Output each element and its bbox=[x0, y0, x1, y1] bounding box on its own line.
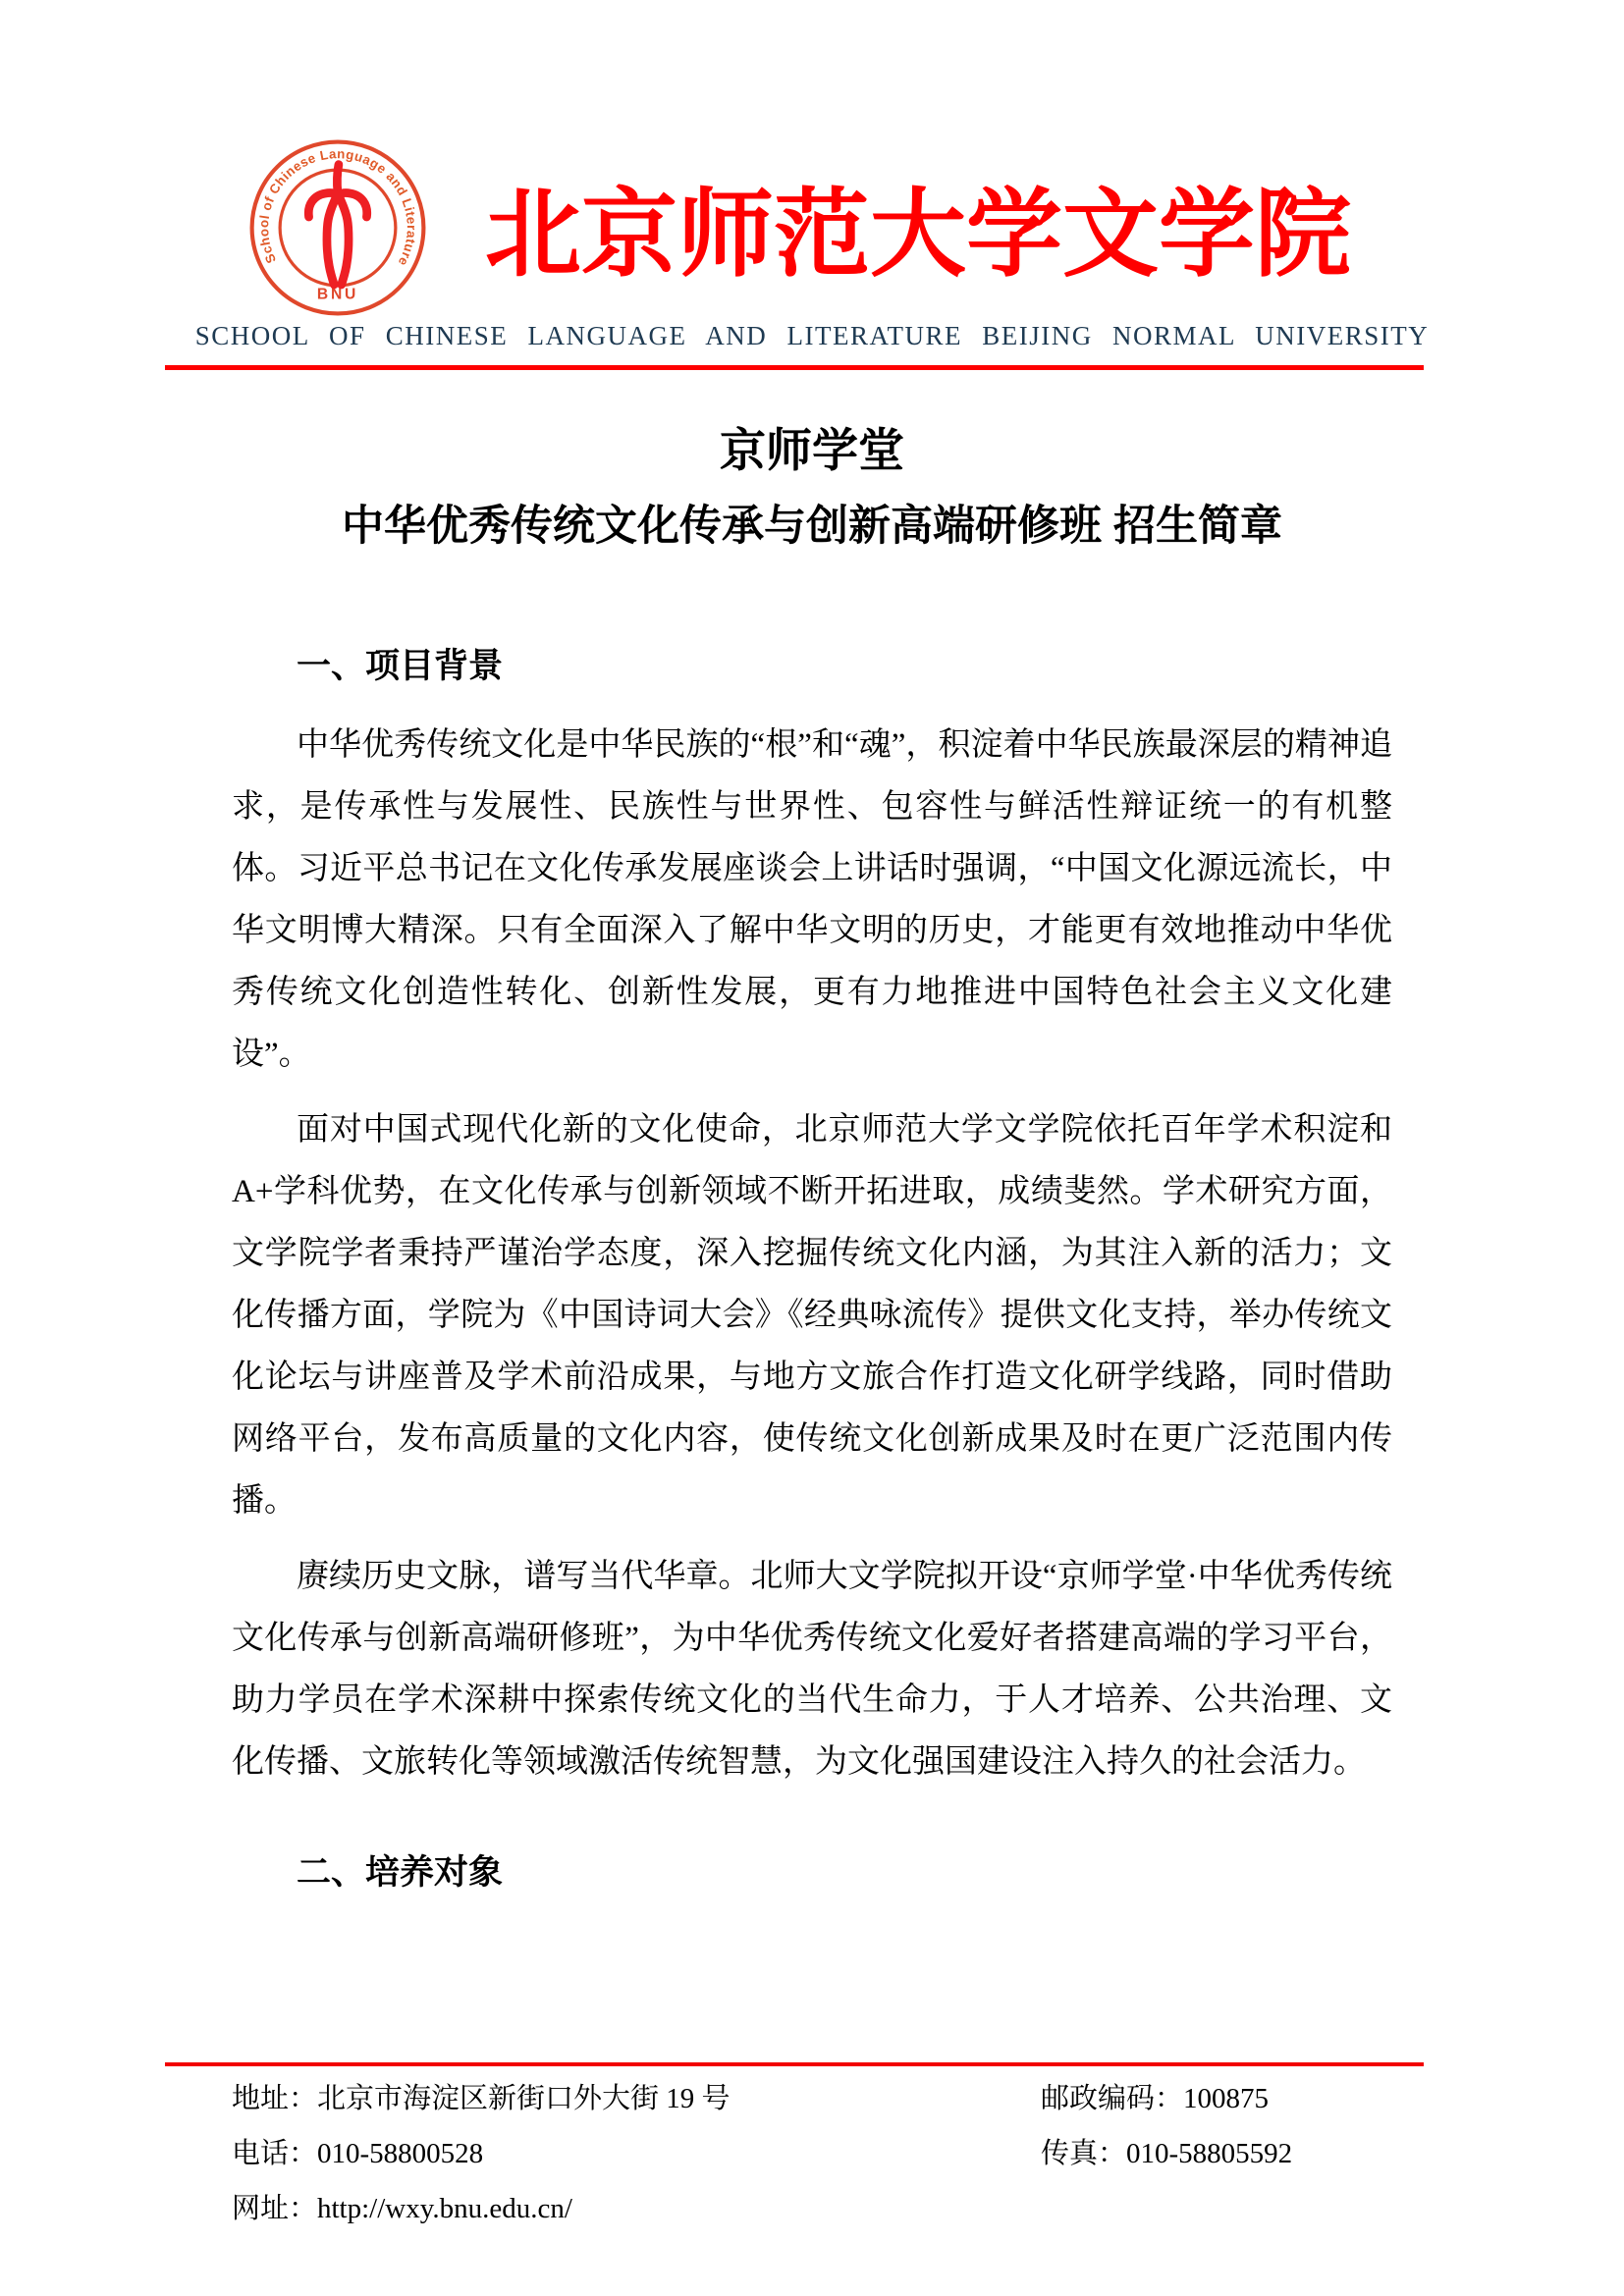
org-name-english: SCHOOL OF CHINESE LANGUAGE AND LITERATURE BEIJING NORMAL UNIVERSITY bbox=[194, 321, 1430, 350]
org-name-chinese: 北京师范大学文学院 bbox=[484, 183, 1351, 289]
bnu-school-seal-icon bbox=[247, 137, 428, 318]
section-heading-2: 二、培养对象 bbox=[297, 1853, 504, 1892]
section-heading-1: 一、项目背景 bbox=[297, 647, 504, 685]
footer-empty-cell bbox=[1041, 2181, 1392, 2236]
footer-divider-line bbox=[165, 2062, 1424, 2066]
paragraph: 面对中国式现代化新的文化使命，北京师范大学文学院依托百年学术积淀和A+学科优势，在文化传承与创新领域不断开拓进取，成绩斐然。学术研究方面，文学院学者秉持严谨治学态度，深入挖掘传统文化内涵，为其注入新的活力；文化传播方面，学院为《中国诗词大会》《经典咏流传》提供文化支持，举办传统文化论坛与讲座普及学术前沿成果，与地方文旅合作打造文化研学线路，同时借助网络平台，发布高质量的文化内容，使传统文化创新成果及时在更广泛范围内传播。 bbox=[232, 1112, 1392, 1519]
program-title: 京师学堂 bbox=[720, 424, 904, 476]
footer-fax: 传真：010-58805592 bbox=[1041, 2138, 1293, 2169]
footer-postcode: 邮政编码：100875 bbox=[1041, 2083, 1270, 2114]
header-divider-line bbox=[165, 365, 1424, 370]
seal-wen-figure-icon bbox=[308, 165, 366, 285]
footer-row-address bbox=[232, 2071, 1392, 2126]
document-title: 中华优秀传统文化传承与创新高端研修班 招生简章 bbox=[342, 503, 1282, 550]
page-footer bbox=[232, 2071, 1392, 2236]
footer-website: 网址：http://wxy.bnu.edu.cn/ bbox=[232, 2193, 572, 2224]
paragraph: 中华优秀传统文化是中华民族的“根”和“魂”，积淀着中华民族最深层的精神追求，是传承性与发展性、民族性与世界性、包容性与鲜活性辩证统一的有机整体。习近平总书记在文化传承发展座谈会上讲话时强调，“中国文化源远流长，中华文明博大精深。只有全面深入了解中华文明的历史，才能更有效地推动中华优秀传统文化创造性转化、创新性发展，更有力地推进中国特色社会主义文化建设”。 bbox=[232, 727, 1392, 1072]
footer-phone: 电话：010-58800528 bbox=[232, 2138, 484, 2169]
footer-row-website bbox=[232, 2181, 1392, 2236]
seal-acronym-text: BNU bbox=[316, 286, 359, 303]
footer-address: 地址：北京市海淀区新街口外大街 19 号 bbox=[232, 2083, 731, 2114]
document-body bbox=[232, 644, 1392, 1921]
paragraph: 赓续历史文脉，谱写当代华章。北师大文学院拟开设“京师学堂·中华优秀传统文化传承与创新高端研修班”，为中华优秀传统文化爱好者搭建高端的学习平台，助力学员在学术深耕中探索传统文化的当代生命力，于人才培养、公共治理、文化传播、文旅转化等领域激活传统智慧，为文化强国建设注入持久的社会活力。 bbox=[232, 1559, 1392, 1780]
footer-row-phone bbox=[232, 2126, 1392, 2181]
seal-ring-text: School of Chinese Language and Literature bbox=[256, 146, 419, 269]
